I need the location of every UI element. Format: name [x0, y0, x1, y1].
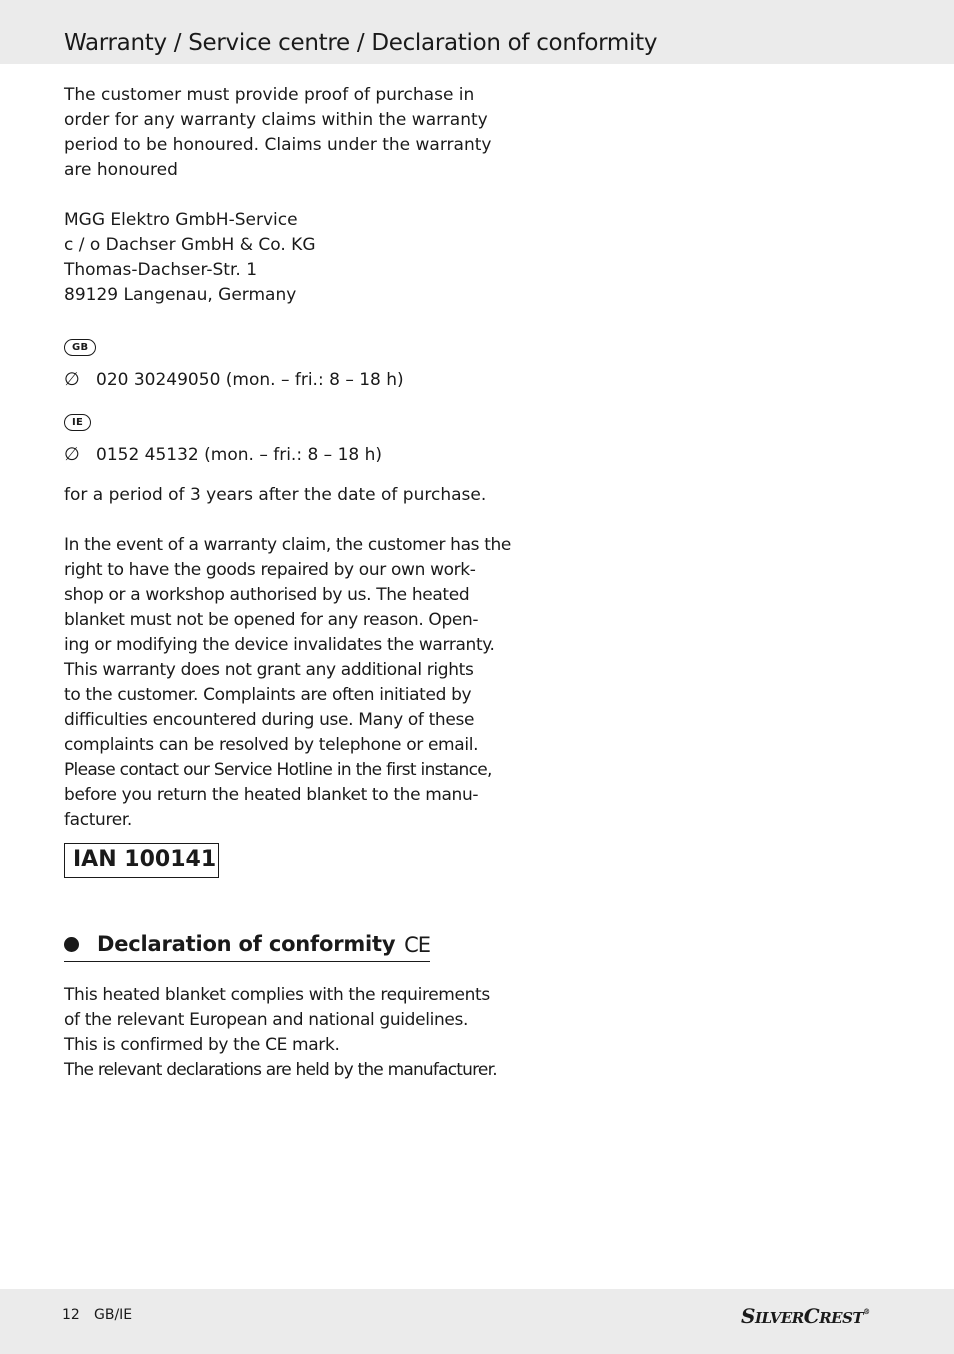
brand-logo: [741, 1297, 870, 1333]
text-line: blanket must not be opened for any reason. Open-: [64, 610, 479, 630]
text-line: ing or modifying the device invalidates the warranty.: [64, 635, 495, 655]
page-title: Warranty / Service centre / Declaration of conformity: [64, 30, 658, 56]
phone-number: 0152 45132 (mon. – fri.: 8 – 18 h): [96, 445, 383, 465]
claim-paragraph: [64, 533, 512, 833]
service-address: [64, 208, 474, 308]
text-line: to the customer. Complaints are often initiated by: [64, 685, 472, 705]
address-line: 89129 Langenau, Germany: [64, 285, 297, 305]
brand-initial: S: [741, 1304, 755, 1328]
country-badge-ie: IE: [64, 414, 91, 431]
brand-initial: C: [803, 1304, 820, 1328]
language-code: GB/IE: [94, 1307, 133, 1323]
section-title: Declaration of conformity: [97, 932, 396, 956]
ce-mark-icon: CE: [404, 933, 430, 957]
brand-word: ILVER: [754, 1309, 804, 1327]
text-line: complaints can be resolved by telephone or email.: [64, 735, 479, 755]
text-line: for a period of 3 years after the date of purchase.: [64, 485, 487, 505]
text-line: before you return the heated blanket to the manu-: [64, 785, 479, 805]
text-line: The relevant declarations are held by the manufacturer.: [64, 1060, 497, 1080]
text-line: This is confirmed by the CE mark.: [64, 1035, 340, 1055]
phone-icon: ∅: [64, 369, 80, 390]
registered-mark: ®: [863, 1307, 870, 1316]
address-line: c / o Dachser GmbH & Co. KG: [64, 235, 316, 255]
address-line: Thomas-Dachser-Str. 1: [64, 260, 258, 280]
text-line: This heated blanket complies with the requirements: [64, 985, 490, 1005]
hotline-ie: [64, 408, 474, 468]
warranty-period: [64, 483, 487, 508]
ian-number: IAN 100141: [73, 847, 217, 872]
text-line: Please contact our Service Hotline in the first instance,: [64, 760, 492, 780]
page-number: 12: [62, 1307, 80, 1323]
country-badge-gb: GB: [64, 339, 96, 356]
text-line: order for any warranty claims within the warranty: [64, 110, 488, 130]
ian-box: [64, 843, 219, 878]
text-line: of the relevant European and national guidelines.: [64, 1010, 469, 1030]
text-line: The customer must provide proof of purchase in: [64, 85, 475, 105]
text-line: period to be honoured. Claims under the warranty: [64, 135, 492, 155]
address-line: MGG Elektro GmbH-Service: [64, 210, 298, 230]
conformity-heading: [64, 928, 430, 962]
conformity-paragraph: [64, 983, 497, 1083]
text-line: facturer.: [64, 810, 132, 830]
text-line: difficulties encountered during use. Many of these: [64, 710, 475, 730]
intro-paragraph: [64, 83, 492, 183]
phone-number: 020 30249050 (mon. – fri.: 8 – 18 h): [96, 370, 404, 390]
brand-word: REST: [819, 1309, 864, 1327]
text-line: right to have the goods repaired by our own work-: [64, 560, 476, 580]
text-line: are honoured: [64, 160, 178, 180]
text-line: This warranty does not grant any additional rights: [64, 660, 474, 680]
phone-icon: ∅: [64, 444, 80, 465]
hotline-gb: [64, 333, 474, 393]
bullet-icon: [64, 937, 79, 952]
text-line: In the event of a warranty claim, the customer has the: [64, 535, 512, 555]
text-line: shop or a workshop authorised by us. The heated: [64, 585, 470, 605]
